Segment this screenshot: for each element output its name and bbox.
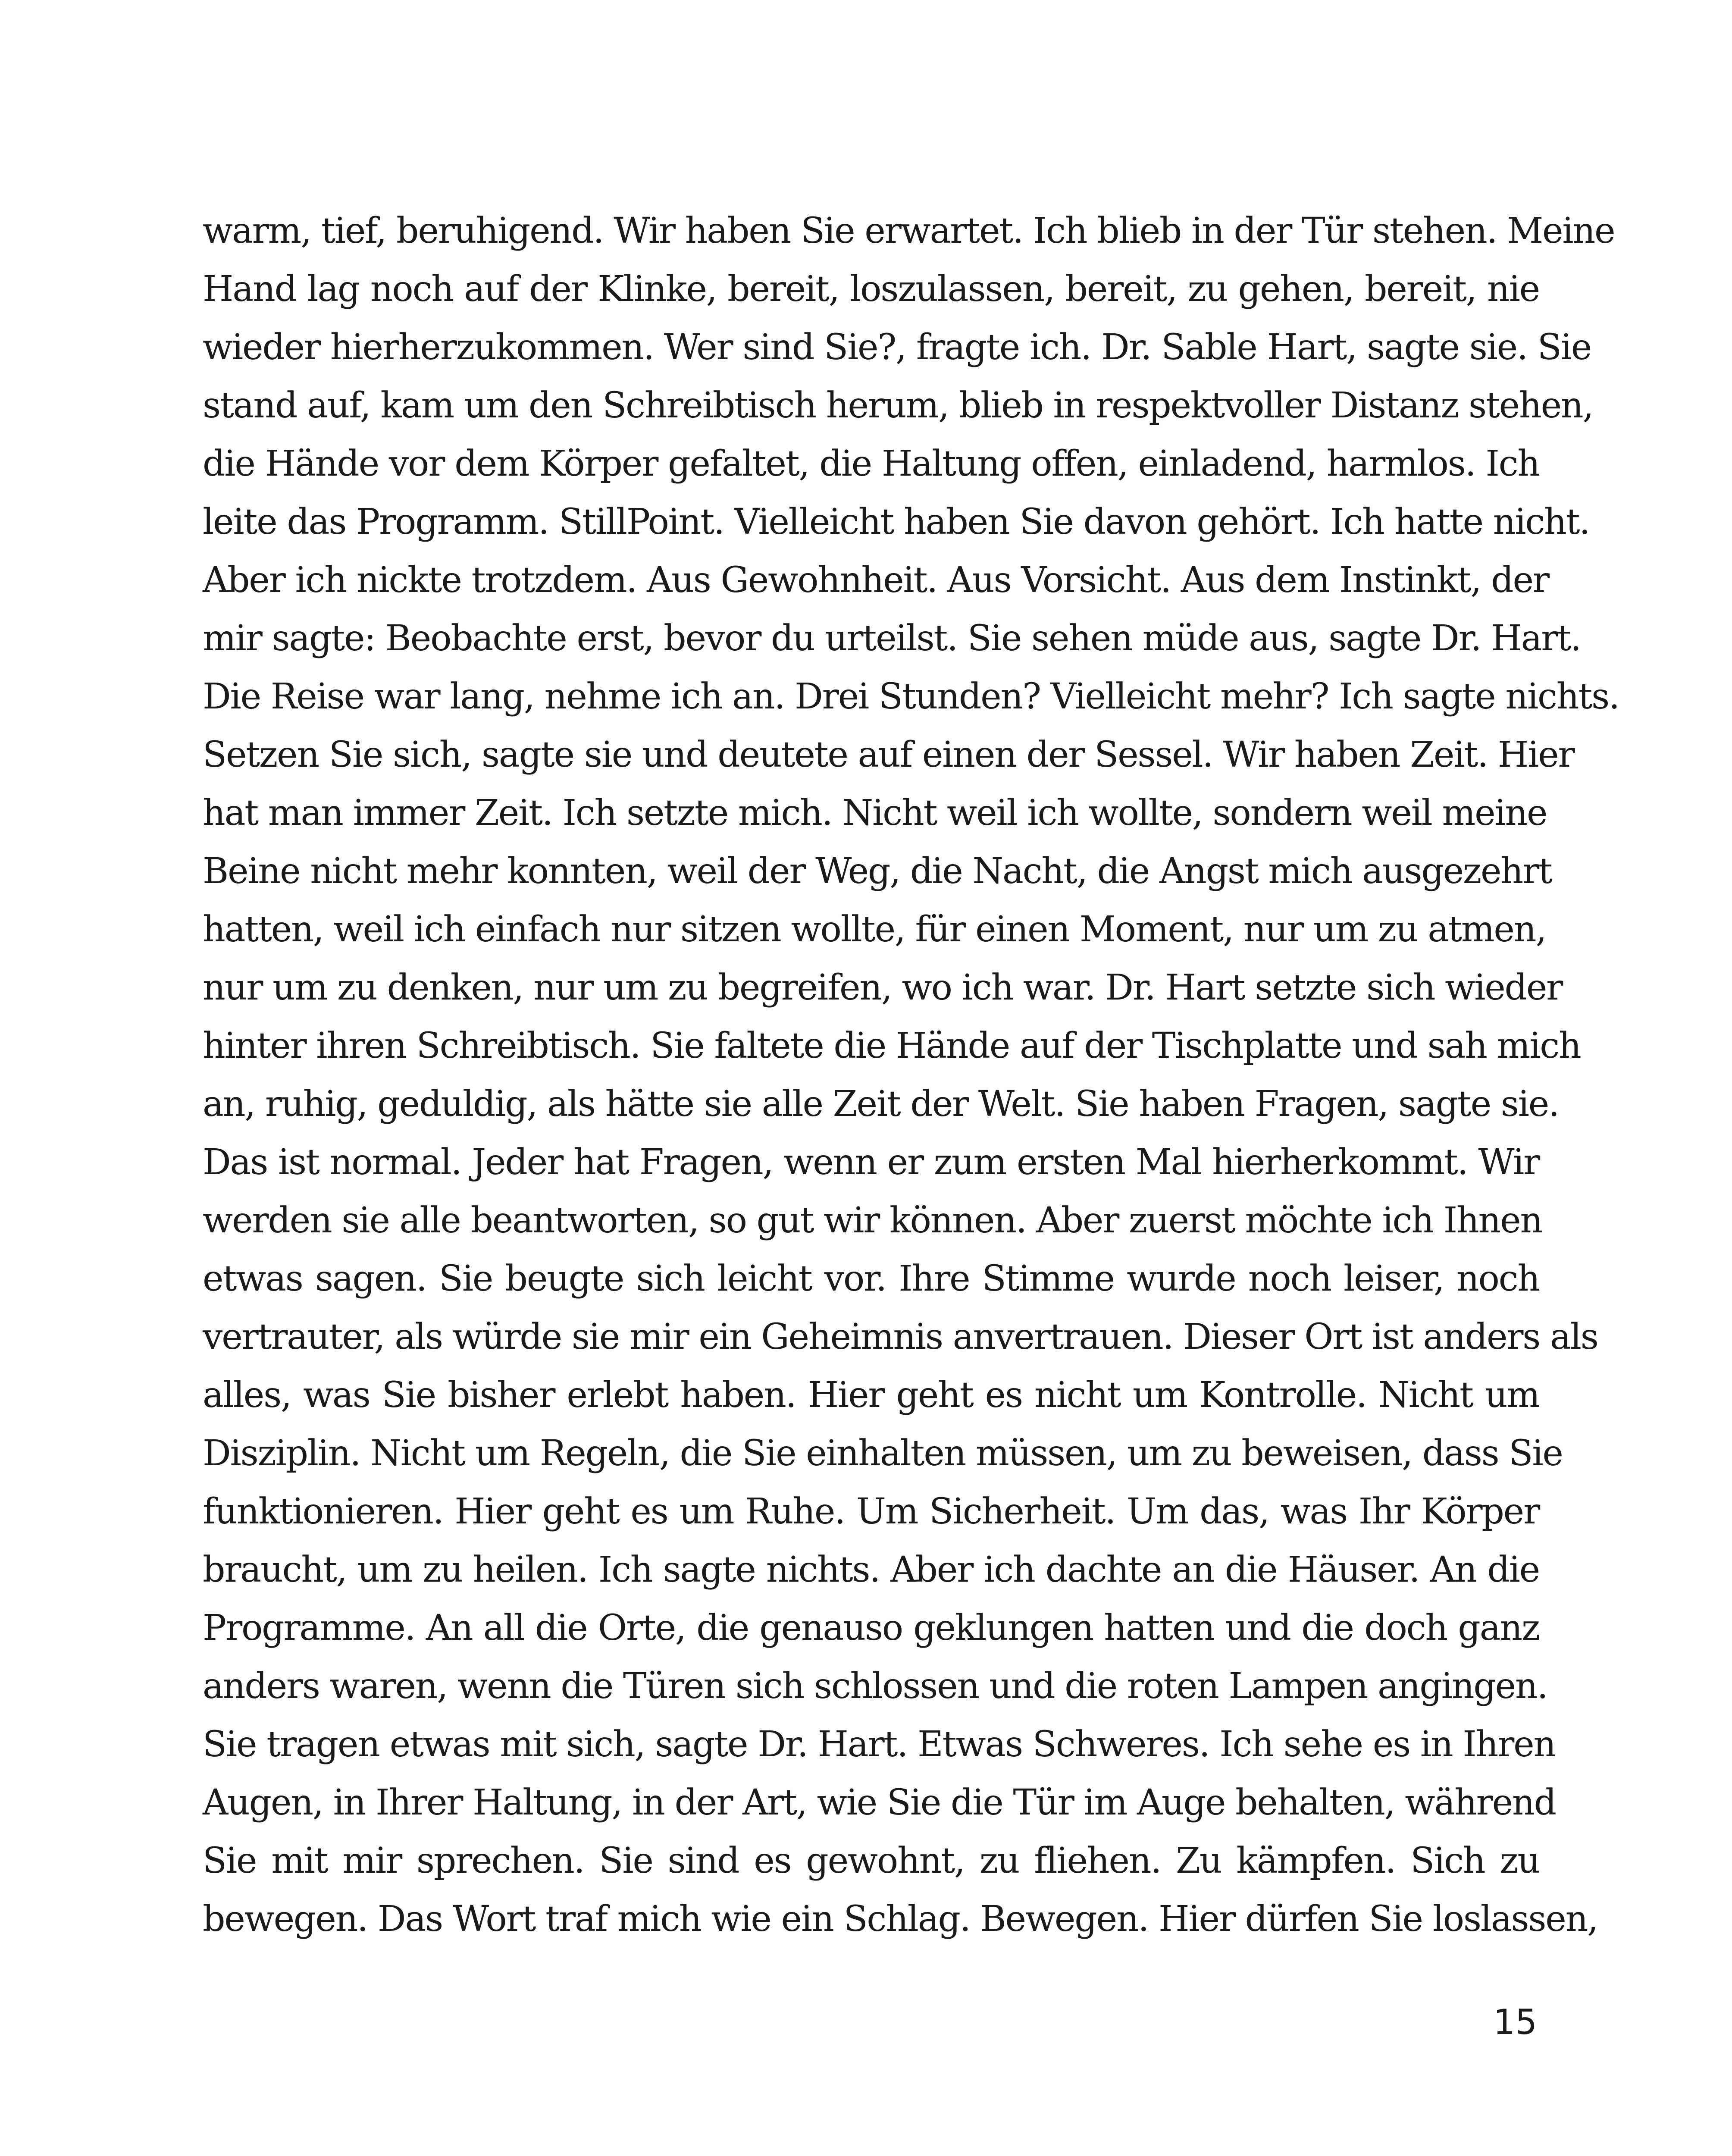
text-line: bewegen. Das Wort traf mich wie ein Schlag. Bewegen. Hier dürfen Sie loslassen, [203, 1899, 1598, 1940]
text-line: nur um zu denken, nur um zu begreifen, wo ich war. Dr. Hart setzte sich wieder [203, 967, 1563, 1008]
text-line: Sie tragen etwas mit sich, sagte Dr. Hart. Etwas Schweres. Ich sehe es in Ihren [203, 1724, 1556, 1765]
text-line: stand auf, kam um den Schreibtisch herum, blieb in respektvoller Distanz stehen, [203, 385, 1593, 426]
text-line: Disziplin. Nicht um Regeln, die Sie einhalten müssen, um zu beweisen, dass Sie [203, 1433, 1563, 1474]
text-line: mir sagte: Beobachte erst, bevor du urteilst. Sie sehen müde aus, sagte Dr. Hart. [203, 618, 1581, 659]
text-line: Das ist normal. Jeder hat Fragen, wenn er zum ersten Mal hierherkommt. Wir [203, 1142, 1539, 1183]
text-line: Sie mit mir sprechen. Sie sind es gewohnt, zu fliehen. Zu kämpfen. Sich zu [203, 1840, 1539, 1881]
text-line: warm, tief, beruhigend. Wir haben Sie erwartet. Ich blieb in der Tür stehen. Meine [203, 210, 1615, 251]
text-line: hinter ihren Schreibtisch. Sie faltete die Hände auf der Tischplatte und sah mich [203, 1025, 1581, 1066]
text-line: funktionieren. Hier geht es um Ruhe. Um Sicherheit. Um das, was Ihr Körper [203, 1491, 1539, 1532]
text-line: hatten, weil ich einfach nur sitzen wollte, für einen Moment, nur um zu atmen, [203, 909, 1546, 950]
text-line: die Hände vor dem Körper gefaltet, die Haltung offen, einladend, harmlos. Ich [203, 443, 1539, 484]
text-line: an, ruhig, geduldig, als hätte sie alle Zeit der Welt. Sie haben Fragen, sagte sie. [203, 1084, 1559, 1125]
text-line: leite das Programm. StillPoint. Vielleicht haben Sie davon gehört. Ich hatte nicht. [203, 501, 1590, 542]
text-line: Hand lag noch auf der Klinke, bereit, loszulassen, bereit, zu gehen, bereit, nie [203, 269, 1539, 310]
text-line: werden sie alle beantworten, so gut wir können. Aber zuerst möchte ich Ihnen [203, 1200, 1542, 1241]
text-line: Augen, in Ihrer Haltung, in der Art, wie Sie die Tür im Auge behalten, während [203, 1782, 1556, 1823]
text-line: Beine nicht mehr konnten, weil der Weg, die Nacht, die Angst mich ausgezehrt [203, 851, 1552, 892]
text-line: alles, was Sie bisher erlebt haben. Hier geht es nicht um Kontrolle. Nicht um [203, 1375, 1539, 1416]
page-number: 15 [1493, 2002, 1537, 2042]
text-line: hat man immer Zeit. Ich setzte mich. Nicht weil ich wollte, sondern weil meine [203, 793, 1547, 834]
text-line: vertrauter, als würde sie mir ein Geheimnis anvertrauen. Dieser Ort ist anders als [203, 1316, 1598, 1357]
text-line: braucht, um zu heilen. Ich sagte nichts. Aber ich dachte an die Häuser. An die [203, 1549, 1539, 1590]
text-line: etwas sagen. Sie beugte sich leicht vor. Ihre Stimme wurde noch leiser, noch [203, 1258, 1539, 1299]
body-text [203, 202, 1619, 1948]
text-line: Programme. An all die Orte, die genauso geklungen hatten und die doch ganz [203, 1608, 1539, 1648]
text-line: anders waren, wenn die Türen sich schlossen und die roten Lampen angingen. [203, 1666, 1547, 1707]
text-line: wieder hierherzukommen. Wer sind Sie?, fragte ich. Dr. Sable Hart, sagte sie. Sie [203, 327, 1591, 368]
text-line: Die Reise war lang, nehme ich an. Drei Stunden? Vielleicht mehr? Ich sagte nichts. [203, 676, 1619, 717]
text-line: Aber ich nickte trotzdem. Aus Gewohnheit. Aus Vorsicht. Aus dem Instinkt, der [203, 560, 1549, 601]
text-line: Setzen Sie sich, sagte sie und deutete auf einen der Sessel. Wir haben Zeit. Hier [203, 734, 1574, 775]
